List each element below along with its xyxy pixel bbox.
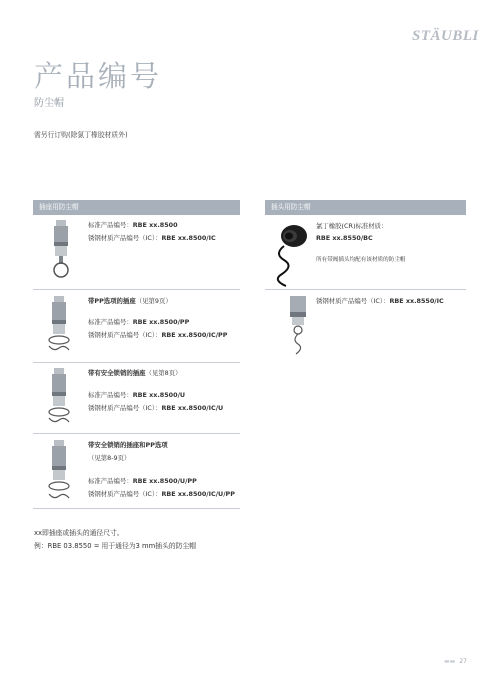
ic-code-line-2: 锈钢材质产品编号（IC）：RBE xx.8500/IC/PP bbox=[88, 331, 228, 339]
neoprene-note: 所有带阀插头均配有该材质的防尘帽 bbox=[316, 257, 406, 263]
socket-cap-pp-image bbox=[44, 294, 74, 356]
page-title: 产品编号 bbox=[34, 59, 163, 93]
socket-cap-lock-image bbox=[44, 366, 74, 428]
staubli-logo: STÄUBLI bbox=[412, 28, 479, 44]
divider bbox=[33, 362, 240, 363]
order-note: 需另行订购(除氯丁橡胶材质外) bbox=[34, 131, 128, 139]
plug-ic-code-line: 锈钢材质产品编号（IC）：RBE xx.8550/IC bbox=[316, 297, 444, 305]
right-section-header: 插头用防尘帽 bbox=[265, 200, 466, 215]
plug-cap-neoprene-image bbox=[270, 220, 314, 290]
ic-code-line-1: 锈钢材质产品编号（IC）：RBE xx.8500/IC bbox=[88, 234, 216, 242]
std-code-line-1: 标准产品编号：RBE xx.8500 bbox=[88, 221, 178, 229]
page-subtitle: 防尘帽 bbox=[34, 98, 64, 109]
page-number-mark: ▬▬ bbox=[444, 658, 456, 665]
footer-note-1: xx即插座或插头的通径尺寸。 bbox=[34, 529, 124, 537]
item-heading-3: 带有安全锁销的插座（见第8页） bbox=[88, 369, 182, 377]
socket-cap-lock-pp-image bbox=[44, 438, 74, 506]
footer-note-2: 例：RBE 03.8550 = 用于通径为3 mm插头的防尘帽 bbox=[34, 542, 197, 550]
plug-cap-stainless-image bbox=[281, 294, 315, 358]
ic-code-line-4: 锈钢材质产品编号（IC）：RBE xx.8500/IC/U/PP bbox=[88, 490, 235, 498]
ic-code-line-3: 锈钢材质产品编号（IC）：RBE xx.8500/IC/U bbox=[88, 404, 224, 412]
divider bbox=[33, 433, 240, 434]
socket-cap-image bbox=[48, 218, 74, 280]
neoprene-line: 氯丁橡胶(CR)标准材质： bbox=[316, 222, 388, 230]
item-heading-4: 带安全锁销的插座和PP选项 bbox=[88, 441, 168, 449]
std-code-line-2: 标准产品编号：RBE xx.8500/PP bbox=[88, 318, 190, 326]
item-heading-2: 带PP选项的插座（见第9页） bbox=[88, 297, 172, 305]
divider bbox=[265, 289, 466, 290]
divider bbox=[33, 508, 240, 509]
neoprene-code: RBE xx.8550/BC bbox=[316, 234, 373, 242]
std-code-line-4: 标准产品编号：RBE xx.8500/U/PP bbox=[88, 477, 197, 485]
page-number: ▬▬ 27 bbox=[444, 658, 467, 665]
divider bbox=[33, 289, 240, 290]
item-heading-ref-4: （见第8-9页） bbox=[88, 454, 131, 462]
left-section-header: 插座用防尘帽 bbox=[33, 200, 240, 215]
std-code-line-3: 标准产品编号：RBE xx.8500/U bbox=[88, 391, 186, 399]
